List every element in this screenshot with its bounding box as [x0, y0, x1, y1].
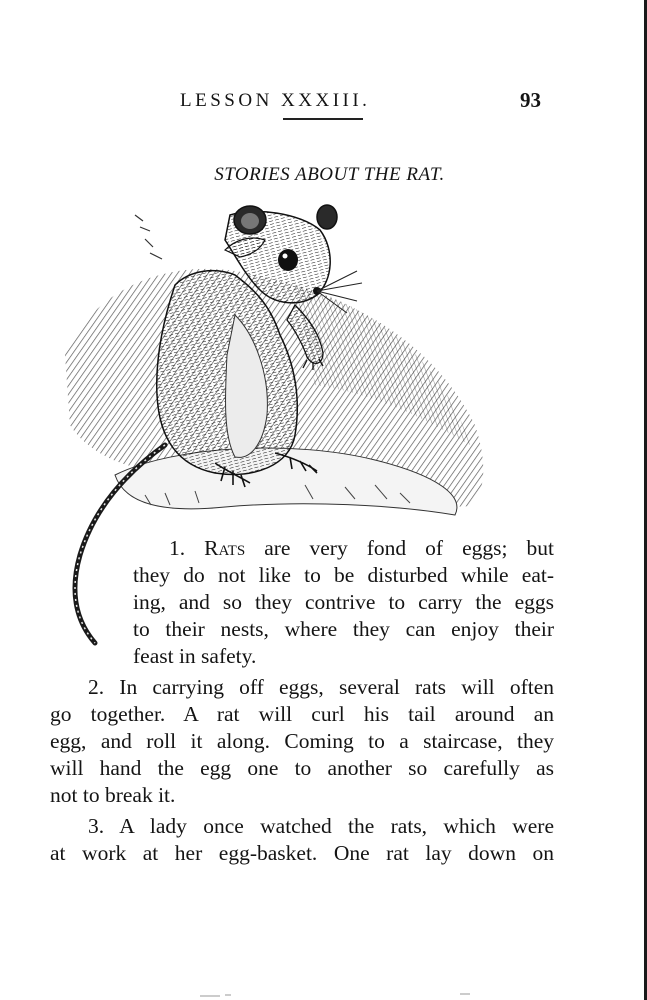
page-number: 93 [520, 88, 541, 112]
paragraph-2-line-1: 2. In carrying off eggs, several rats will often [88, 675, 554, 699]
paragraph-1-line-3: ing, and so they contrive to carry the eggs [133, 590, 554, 614]
paragraph-2-line-3: egg, and roll it along. Coming to a staircase, they [50, 729, 554, 753]
paragraph-2-line-5: not to break it. [50, 783, 176, 807]
paragraph-3-line-1: 3. A lady once watched the rats, which were [88, 814, 554, 838]
paragraph-1-line-1: 1. Rats are very fond of eggs; but [169, 536, 555, 560]
page-bottom-marks [0, 990, 647, 1000]
paragraph-1-line-2: they do not like to be disturbed while eat- [133, 563, 554, 587]
paragraph-1-line-5: feast in safety. [133, 644, 257, 668]
paragraph-3-line-2: at work at her egg-basket. One rat lay down on [50, 841, 554, 865]
lesson-title: STORIES ABOUT THE RAT. [214, 164, 445, 185]
paragraph-2-line-4: will hand the egg one to another so carefully as [50, 756, 554, 780]
paragraph-2-line-2: go together. A rat will curl his tail around an [50, 702, 554, 726]
paragraph-1-line-4: to their nests, where they can enjoy their [133, 617, 554, 641]
running-header: LESSON XXXIII. [180, 90, 371, 111]
header-rule [283, 118, 363, 120]
